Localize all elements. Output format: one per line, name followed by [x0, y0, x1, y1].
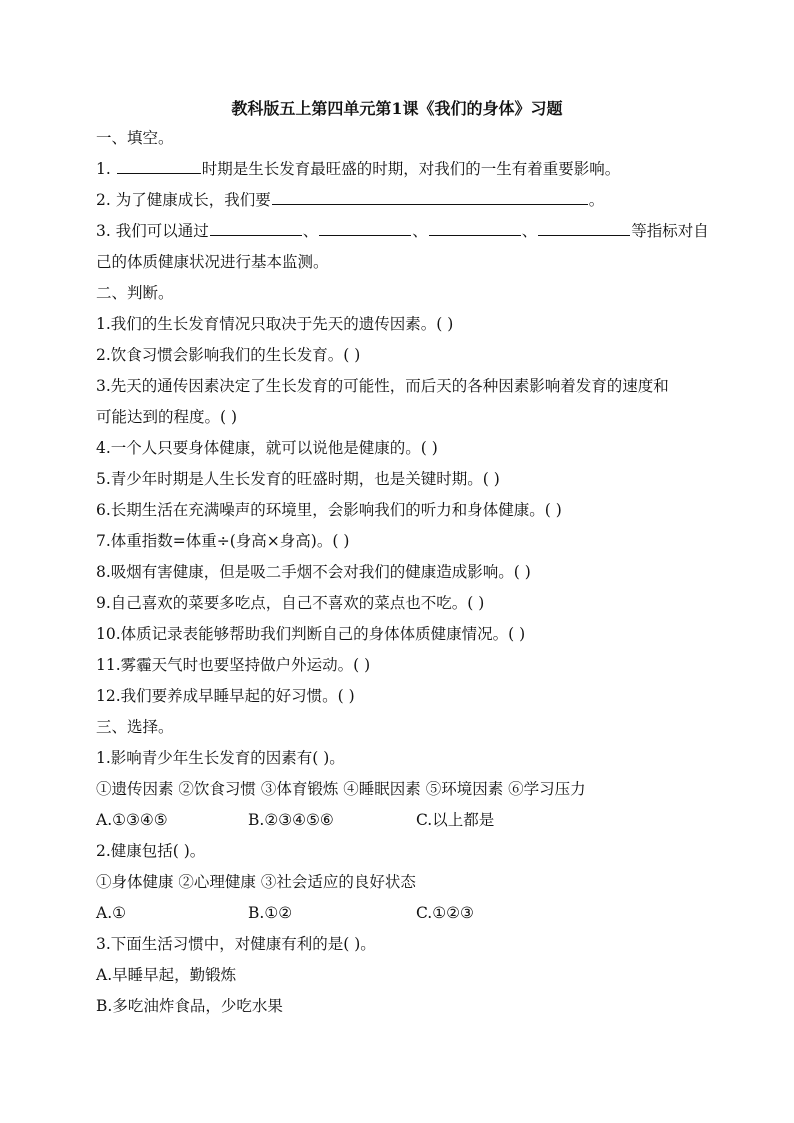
fill-question-2 — [96, 185, 702, 216]
choice-q2-factors: ①身体健康 ②心理健康 ③社会适应的良好状态 — [96, 873, 416, 891]
judge-item: 2.饮食习惯会影响我们的生长发育。( ) — [96, 346, 361, 364]
option-b[interactable]: B.②③④⑤⑥ — [248, 811, 334, 829]
option-c[interactable]: C.以上都是 — [416, 811, 495, 829]
section-heading-choice: 三、选择。 — [96, 718, 174, 736]
fill-question-1 — [96, 154, 702, 185]
answer-blank[interactable] — [117, 159, 201, 174]
judge-item: 9.自己喜欢的菜要多吃点，自己不喜欢的菜点也不吃。( ) — [96, 594, 485, 612]
choice-q1-stem: 1.影响青少年生长发育的因素有( )。 — [96, 749, 345, 767]
judge-item: 7.体重指数=体重÷(身高×身高)。( ) — [96, 532, 350, 550]
judge-item: 12.我们要养成早睡早起的好习惯。( ) — [96, 687, 355, 705]
answer-blank[interactable] — [429, 221, 521, 236]
answer-blank[interactable] — [319, 221, 411, 236]
fill-q3-sep: 、 — [521, 222, 538, 240]
option-c[interactable]: C.①②③ — [416, 904, 474, 922]
option-a[interactable]: A.早睡早起，勤锻炼 — [96, 966, 237, 984]
fill-question-3 — [96, 216, 709, 247]
option-b[interactable]: B.多吃油炸食品，少吃水果 — [96, 997, 283, 1015]
choice-q2-stem: 2.健康包括( )。 — [96, 842, 206, 860]
fill-q2-post: 。 — [588, 191, 605, 209]
fill-q2-pre: 2. 为了健康成长，我们要 — [96, 191, 271, 209]
option-b[interactable]: B.①② — [248, 904, 293, 922]
judge-item-continued: 可能达到的程度。( ) — [96, 408, 238, 426]
fill-q3-post: 等指标对自 — [631, 222, 709, 240]
judge-item: 5.青少年时期是人生长发育的旺盛时期，也是关键时期。( ) — [96, 470, 500, 488]
choice-q3-stem: 3.下面生活习惯中，对健康有利的是( )。 — [96, 935, 376, 953]
fill-q3-sep: 、 — [412, 222, 428, 240]
choice-q1-factors: ①遗传因素 ②饮食习惯 ③体育锻炼 ④睡眠因素 ⑤环境因素 ⑥学习压力 — [96, 780, 586, 798]
fill-q3-sep: 、 — [302, 222, 319, 240]
judge-item: 6.长期生活在充满噪声的环境里，会影响我们的听力和身体健康。( ) — [96, 501, 562, 519]
fill-question-3-continued: 己的体质健康状况进行基本监测。 — [96, 253, 329, 271]
option-a[interactable]: A.①③④⑤ — [96, 811, 168, 829]
answer-blank[interactable] — [272, 190, 588, 205]
option-a[interactable]: A.① — [96, 904, 127, 922]
judge-item: 8.吸烟有害健康，但是吸二手烟不会对我们的健康造成影响。( ) — [96, 563, 531, 581]
worksheet-content — [96, 123, 709, 1022]
judge-item: 11.雾霾天气时也要坚持做户外运动。( ) — [96, 656, 371, 674]
judge-item: 4.一个人只要身体健康，就可以说他是健康的。( ) — [96, 439, 438, 457]
fill-q1-text: 时期是生长发育最旺盛的时期，对我们的一生有着重要影响。 — [201, 160, 621, 178]
section-heading-fill: 一、填空。 — [96, 129, 174, 147]
fill-q1-number: 1. — [96, 160, 116, 178]
judge-item: 3.先天的通传因素决定了生长发育的可能性，而后天的各种因素影响着发育的速度和 — [96, 377, 669, 395]
answer-blank[interactable] — [538, 221, 630, 236]
answer-blank[interactable] — [210, 221, 302, 236]
fill-q3-pre: 3. 我们可以通过 — [96, 222, 209, 240]
judge-item: 1.我们的生长发育情况只取决于先天的遗传因素。( ) — [96, 315, 454, 333]
judge-item: 10.体质记录表能够帮助我们判断自己的身体体质健康情况。( ) — [96, 625, 526, 643]
section-heading-judge: 二、判断。 — [96, 284, 174, 302]
choice-q1-options — [96, 805, 702, 836]
choice-q2-options — [96, 898, 702, 929]
page-title: 教科版五上第四单元第1课《我们的身体》习题 — [231, 99, 563, 118]
